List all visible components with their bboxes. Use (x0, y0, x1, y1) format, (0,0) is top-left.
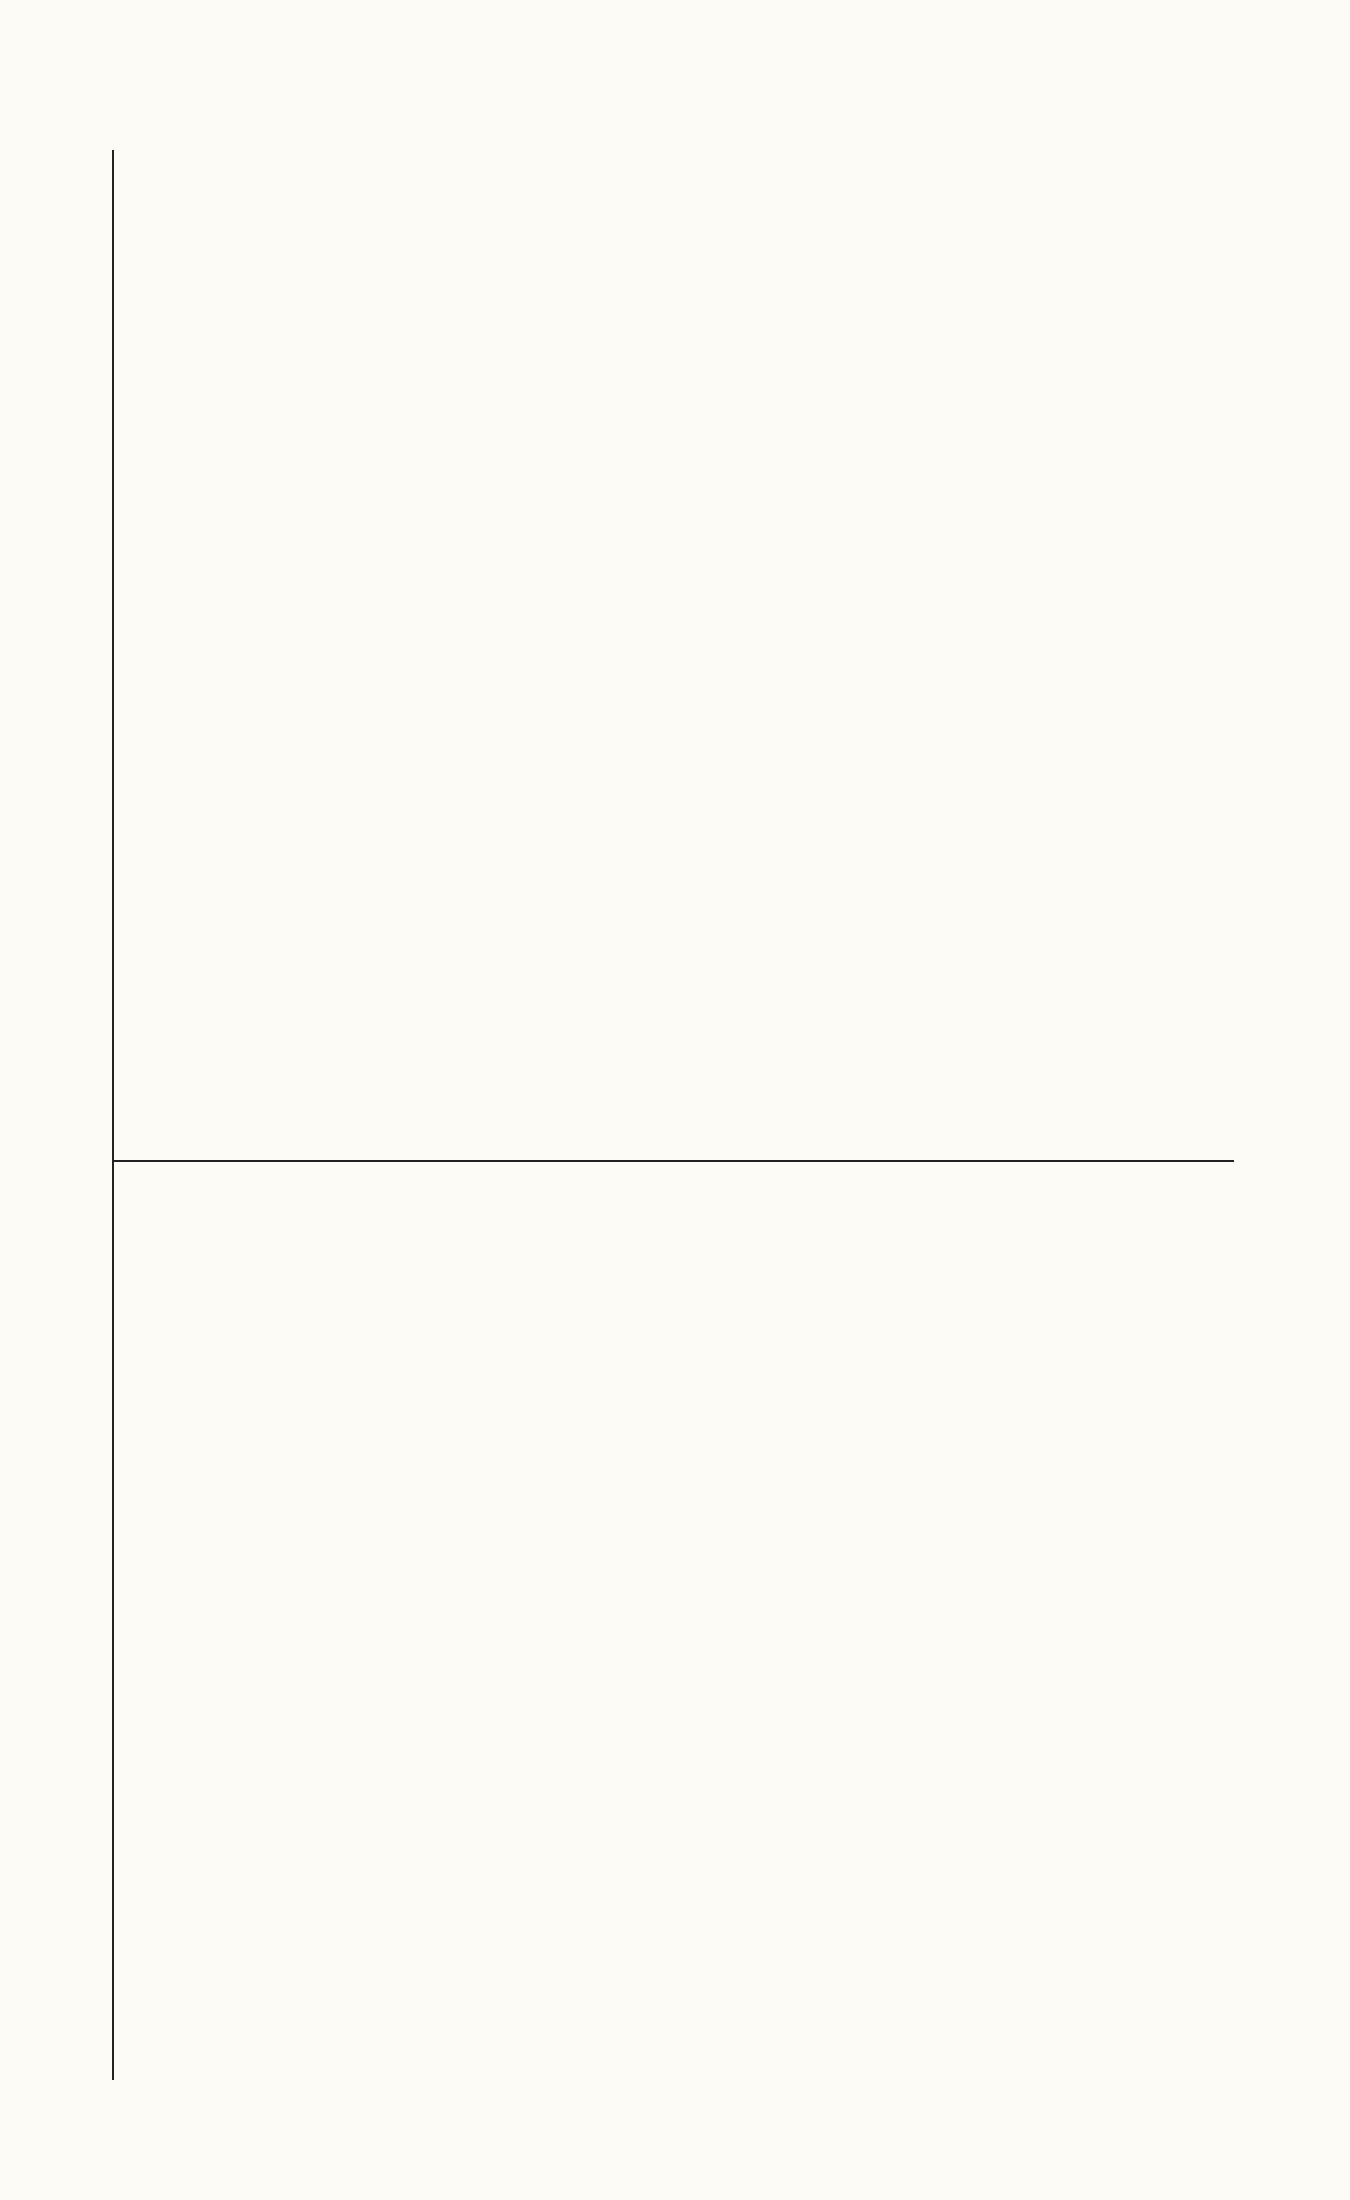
left-margin-rule (112, 150, 114, 2080)
bottom-section (165, 1200, 1250, 2040)
section-divider-rule (114, 1160, 1234, 1162)
top-section (165, 210, 1250, 1130)
